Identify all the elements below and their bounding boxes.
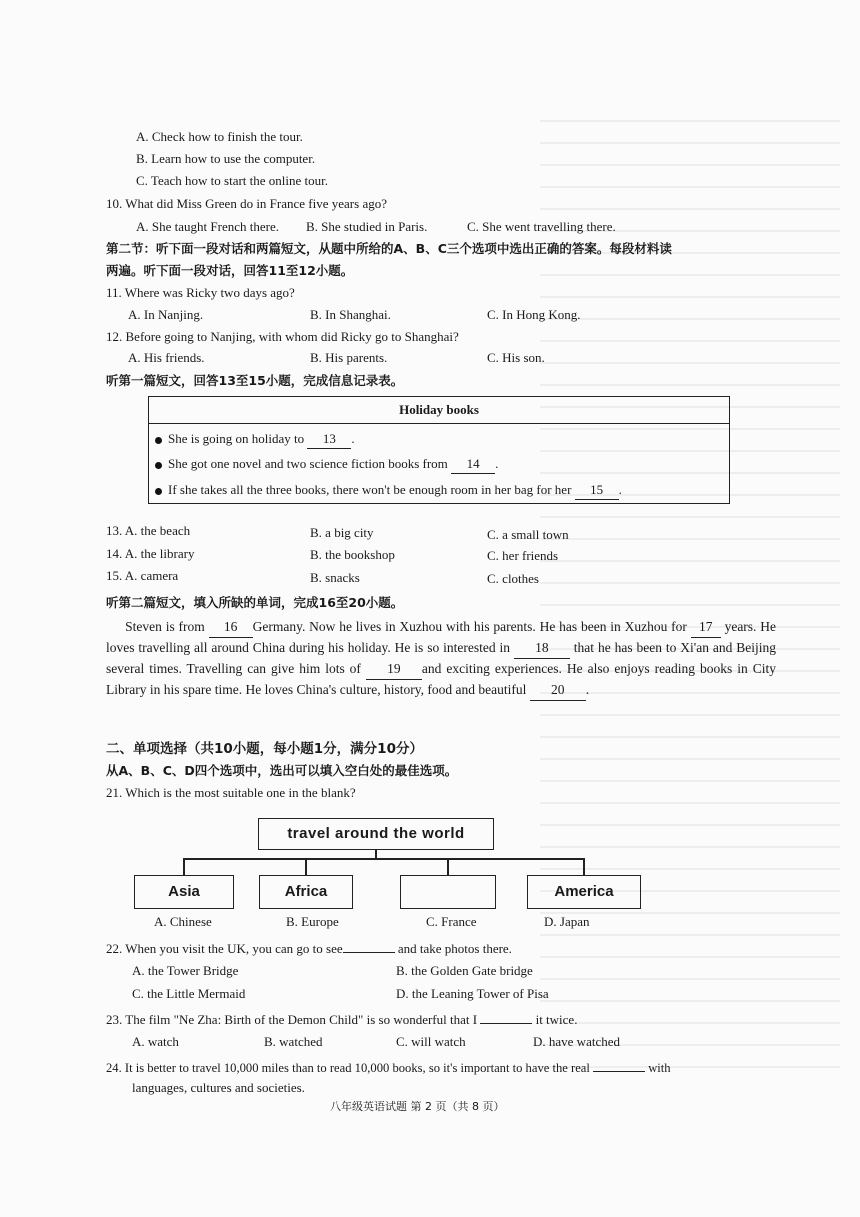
q9-option-b: B. Learn how to use the computer. [136,151,316,166]
q22-option-d: D. the Leaning Tower of Pisa [396,986,549,1001]
q21-option-b: B. Europe [286,914,339,929]
table-row-14: She got one novel and two science fiction books from 14 . [155,455,498,474]
passage1-instruction: 听第一篇短文，回答13至15小题，完成信息记录表。 [106,373,404,388]
blank-q22[interactable] [343,939,395,953]
blank-q24[interactable] [593,1058,645,1072]
table-row-13: She is going on holiday to 13 . [155,430,355,449]
q22-stem: 22. When you visit the UK, you can go to see and take photos there. [106,941,512,956]
diagram-connector [305,858,307,875]
bullet-icon [155,488,162,495]
diagram-connector [447,858,449,875]
q23-option-a: A. watch [132,1034,179,1049]
q22-option-a: A. the Tower Bridge [132,963,239,978]
q10-option-a: A. She taught French there. [136,219,279,234]
q15-option-a: 15. A. camera [106,568,179,583]
diagram-connector [183,858,583,860]
q11-option-a: A. In Nanjing. [128,307,204,322]
section2-instruction-line1: 第二节：听下面一段对话和两篇短文，从题中所给的A、B、C三个选项中选出正确的答案。每段材料读 [106,241,672,256]
q9-option-c: C. Teach how to start the online tour. [136,173,329,188]
blank-18[interactable]: 18 [514,638,570,659]
q12-option-b: B. His parents. [310,350,388,365]
q10-option-c: C. She went travelling there. [467,219,616,234]
q11-option-c: C. In Hong Kong. [487,307,581,322]
bullet-icon [155,462,162,469]
q21-option-d: D. Japan [544,914,590,929]
q11-option-b: B. In Shanghai. [310,307,391,322]
table-row-15: If she takes all the three books, there won't be enough room in her bag for her 15 . [155,481,622,500]
q13-option-c: C. a small town [487,527,569,542]
q21-option-a: A. Chinese [154,914,212,929]
q23-option-b: B. watched [264,1034,323,1049]
q12-stem: 12. Before going to Nanjing, with whom did Ricky go to Shanghai? [106,329,459,344]
diagram-connector [583,858,585,875]
blank-q23[interactable] [480,1010,532,1024]
blank-20[interactable]: 20 [530,680,586,701]
diagram-box-africa: Africa [259,875,353,909]
q12-option-a: A. His friends. [128,350,205,365]
q21-stem: 21. Which is the most suitable one in the blank? [106,785,356,800]
q23-option-c: C. will watch [396,1034,466,1049]
holiday-books-table [148,396,730,504]
diagram-box-asia: Asia [134,875,234,909]
q21-option-c: C. France [426,914,477,929]
diagram-root: travel around the world [258,818,494,850]
table-title: Holiday books [149,397,729,424]
q12-option-c: C. His son. [487,350,545,365]
q22-option-c: C. the Little Mermaid [132,986,246,1001]
q13-option-a: 13. A. the beach [106,523,191,538]
q9-option-a: A. Check how to finish the tour. [136,129,303,144]
q22-option-b: B. the Golden Gate bridge [396,963,533,978]
diagram-box-blank[interactable] [400,875,496,909]
blank-16[interactable]: 16 [209,617,253,638]
q24-stem: 24. It is better to travel 10,000 miles than to read 10,000 books, so it's important to have the real with [106,1058,671,1077]
blank-19[interactable]: 19 [366,659,422,680]
diagram-connector [375,850,377,858]
q10-stem: 10. What did Miss Green do in France five years ago? [106,196,387,211]
q14-option-a: 14. A. the library [106,546,195,561]
q15-option-b: B. snacks [310,570,360,585]
section2-instruction-line2: 两遍。听下面一段对话，回答11至12小题。 [106,263,354,278]
section-ii-instruction: 从A、B、C、D四个选项中，选出可以填入空白处的最佳选项。 [106,763,458,778]
blank-15[interactable]: 15 [575,481,619,500]
q13-option-b: B. a big city [310,525,374,540]
q24-stem-line2: languages, cultures and societies. [132,1080,305,1095]
page-footer: 八年级英语试题 第 2 页（共 8 页） [330,1100,505,1113]
diagram-connector [183,858,185,875]
passage2-text: Steven is from 16 Germany. Now he lives in Xuzhou with his parents. He has been in Xuzhou for 17 years. He loves travelling all around China during his holiday. He is so interested in 18 that he has been to Xi'an and Beijing several times. Travelling can give him lots of 19 and exciting experiences. He also enjoys reading books in City Library in his spare time. He loves China's culture, history, food and beautiful 20 . [106,617,776,706]
section-ii-title: 二、单项选择（共10小题，每小题1分，满分10分） [106,741,423,757]
diagram-box-america: America [527,875,641,909]
q15-option-c: C. clothes [487,571,539,586]
blank-14[interactable]: 14 [451,455,495,474]
q23-stem: 23. The film "Ne Zha: Birth of the Demon Child" is so wonderful that I it twice. [106,1012,578,1027]
bullet-icon [155,437,162,444]
q14-option-c: C. her friends [487,548,559,563]
blank-13[interactable]: 13 [307,430,351,449]
blank-17[interactable]: 17 [691,617,721,638]
q23-option-d: D. have watched [533,1034,620,1049]
passage2-instruction: 听第二篇短文，填入所缺的单词，完成16至20小题。 [106,595,404,610]
q14-option-b: B. the bookshop [310,547,395,562]
q10-option-b: B. She studied in Paris. [306,219,428,234]
q11-stem: 11. Where was Ricky two days ago? [106,285,295,300]
